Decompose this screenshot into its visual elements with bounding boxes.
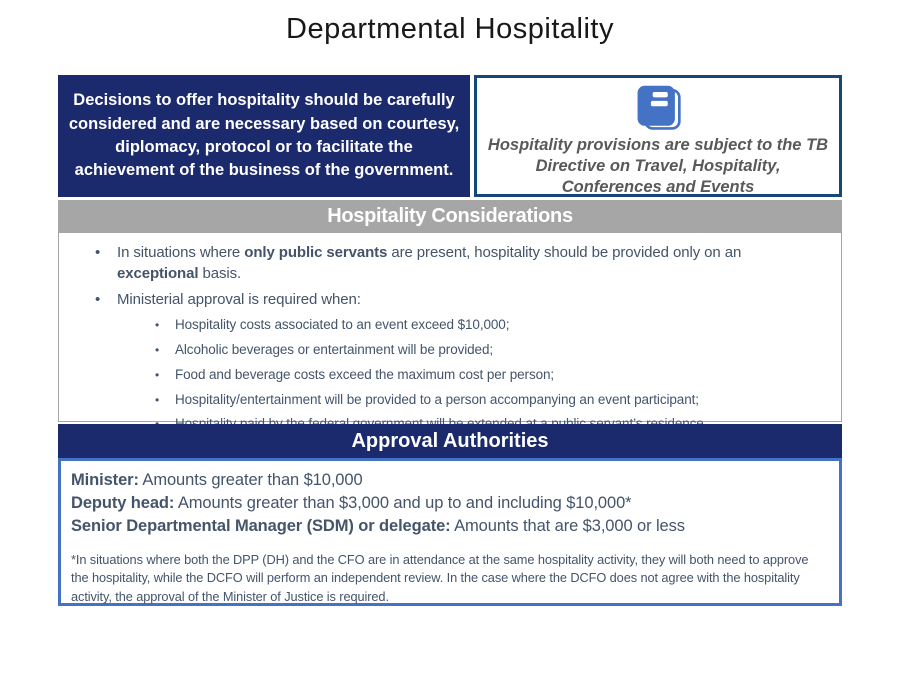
list-item [79, 289, 817, 434]
approval-row-sdm [71, 515, 825, 538]
approval-header-bar [58, 424, 842, 458]
bullet-text: In situations where [117, 244, 245, 261]
considerations-content-box [58, 233, 842, 422]
considerations-bullet-list [79, 242, 817, 433]
list-item: • Food and beverage costs exceed the maximum cost per person; [117, 367, 817, 384]
approval-content-box [58, 458, 842, 606]
bullet-text-bold: only public servants [244, 244, 388, 261]
directive-note-text: Hospitality provisions are subject to the TB Directive on Travel, Hospitality, Conferences and Events [487, 136, 829, 197]
book-icon [477, 81, 839, 135]
page-title: Departmental Hospitality [286, 13, 614, 45]
considerations-header-label: Hospitality Considerations [327, 205, 573, 227]
approval-role: Minister: [71, 471, 139, 489]
list-item: • Alcoholic beverages or entertainment will be provided; [117, 342, 817, 359]
list-item [79, 242, 817, 285]
list-item: • Hospitality costs associated to an event exceed $10,000; [117, 317, 817, 334]
approval-row-deputy-head [71, 492, 825, 515]
intro-statement-box [58, 75, 470, 197]
approval-header-label: Approval Authorities [351, 429, 549, 452]
intro-statement-text: Decisions to offer hospitality should be carefully considered and are necessary based on courtesy, diplomacy, protocol or to facilitate the achievement of the business of the government. [68, 91, 460, 180]
approval-rule: Amounts greater than $3,000 and up to and including $10,000* [174, 493, 632, 512]
bullet-text-bold: exceptional [117, 265, 199, 283]
bullet-text: basis. [198, 265, 242, 283]
approval-role: Senior Departmental Manager (SDM) or delegate: [71, 516, 451, 535]
list-item: • Hospitality/entertainment will be provided to a person accompanying an event participant; [117, 392, 817, 409]
approval-footnote: *In situations where both the DPP (DH) and the CFO are in attendance at the same hospitality activity, they will both need to approve the hospitality, while the DCFO will perform an independent review. In the case where the DCFO does not agree with the hospitality activity, the approval of the Minister of Justice is required. [71, 552, 809, 604]
considerations-sub-bullet-list [117, 317, 817, 433]
bullet-text: are present, hospitality should be provided only on an [387, 244, 742, 261]
approval-rule: Amounts that are $3,000 or less [450, 516, 685, 535]
directive-note-box [474, 75, 842, 197]
approval-rule: Amounts greater than $10,000 [138, 471, 363, 489]
approval-row-minister [71, 469, 825, 492]
bullet-text: Ministerial approval is required when: [117, 290, 361, 308]
considerations-header-bar [58, 200, 842, 233]
approval-role: Deputy head: [71, 493, 175, 512]
